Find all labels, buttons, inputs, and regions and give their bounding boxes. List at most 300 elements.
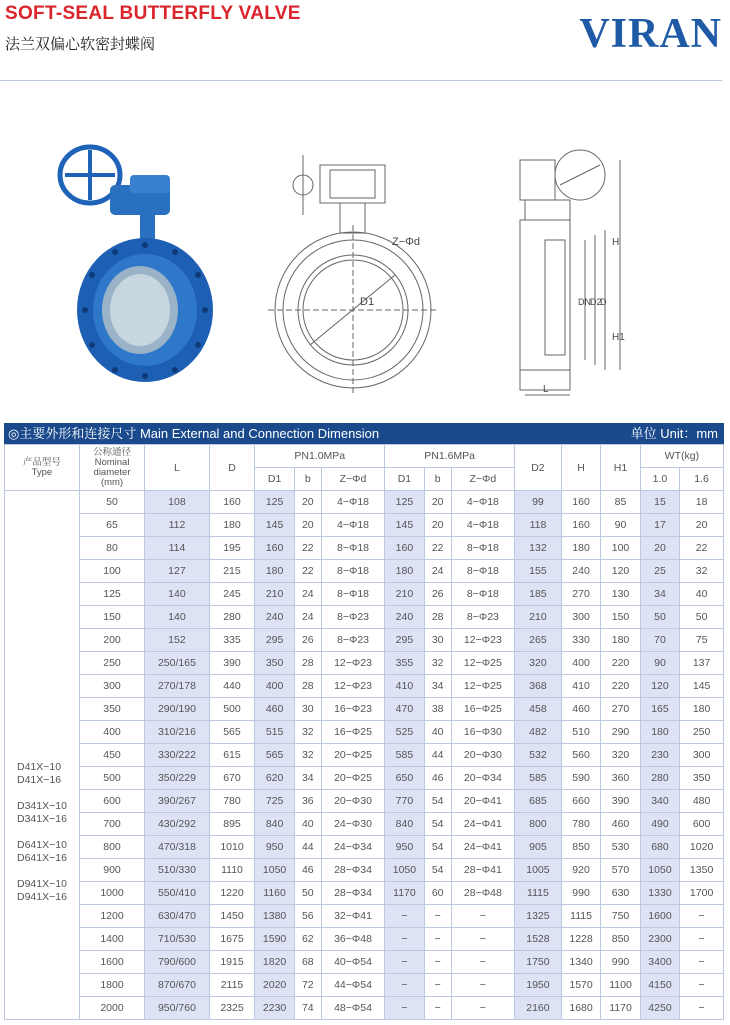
table-cell: 1680 bbox=[561, 997, 600, 1020]
table-cell: 1600 bbox=[79, 951, 144, 974]
table-cell: 8−Φ18 bbox=[451, 537, 514, 560]
table-cell: 1110 bbox=[209, 859, 255, 882]
table-cell: 34 bbox=[294, 767, 321, 790]
table-cell: − bbox=[385, 997, 424, 1020]
table-cell: 160 bbox=[561, 491, 600, 514]
table-cell: 30 bbox=[424, 629, 451, 652]
table-cell: 18 bbox=[680, 491, 724, 514]
table-cell: 54 bbox=[424, 790, 451, 813]
header-d2: D2 bbox=[515, 445, 562, 491]
table-cell: 560 bbox=[561, 744, 600, 767]
table-cell: 32−Φ41 bbox=[321, 905, 384, 928]
header-nominal-cn: 公称通径 bbox=[93, 446, 132, 458]
table-cell: 800 bbox=[79, 836, 144, 859]
table-cell: 17 bbox=[640, 514, 679, 537]
table-cell: 900 bbox=[79, 859, 144, 882]
table-cell: 24−Φ41 bbox=[451, 836, 514, 859]
table-cell: 750 bbox=[601, 905, 640, 928]
table-cell: 16−Φ25 bbox=[451, 698, 514, 721]
table-cell: 140 bbox=[145, 606, 209, 629]
table-cell: 24 bbox=[424, 560, 451, 583]
table-cell: 28 bbox=[294, 652, 321, 675]
table-cell: 40 bbox=[294, 813, 321, 836]
table-cell: − bbox=[451, 974, 514, 997]
table-cell: 180 bbox=[209, 514, 255, 537]
header-nominal-en3: (mm) bbox=[100, 476, 124, 488]
table-cell: 1005 bbox=[515, 859, 562, 882]
table-cell: 44−Φ54 bbox=[321, 974, 384, 997]
table-cell: − bbox=[385, 951, 424, 974]
table-cell: 510/330 bbox=[145, 859, 209, 882]
table-cell: 125 bbox=[255, 491, 294, 514]
table-row bbox=[5, 928, 724, 951]
table-cell: 22 bbox=[680, 537, 724, 560]
table-cell: 630 bbox=[601, 882, 640, 905]
table-cell: 215 bbox=[209, 560, 255, 583]
table-row bbox=[5, 974, 724, 997]
table-cell: 895 bbox=[209, 813, 255, 836]
table-cell: 8−Φ18 bbox=[321, 537, 384, 560]
table-cell: 335 bbox=[209, 629, 255, 652]
table-cell: 310/216 bbox=[145, 721, 209, 744]
table-cell: 20−Φ30 bbox=[321, 790, 384, 813]
table-cell: 22 bbox=[424, 537, 451, 560]
table-cell: 114 bbox=[145, 537, 209, 560]
header-d: D bbox=[209, 445, 255, 491]
table-cell: 26 bbox=[424, 583, 451, 606]
table-cell: 1915 bbox=[209, 951, 255, 974]
table-cell: 16−Φ25 bbox=[321, 721, 384, 744]
header-pn10-zphid: Z−Φd bbox=[321, 468, 384, 491]
table-cell: 280 bbox=[640, 767, 679, 790]
table-row bbox=[5, 859, 724, 882]
table-cell: 20 bbox=[294, 514, 321, 537]
table-cell: − bbox=[680, 997, 724, 1020]
table-heading-bar bbox=[4, 423, 724, 444]
table-cell: 100 bbox=[79, 560, 144, 583]
table-cell: 12−Φ23 bbox=[321, 652, 384, 675]
table-cell: 565 bbox=[255, 744, 294, 767]
table-cell: 430/292 bbox=[145, 813, 209, 836]
header-wt-16: 1.6 bbox=[680, 468, 724, 491]
table-cell: − bbox=[451, 905, 514, 928]
label-zphid: Z−Φd bbox=[392, 236, 421, 248]
header-type-en: Type bbox=[31, 466, 53, 478]
table-row bbox=[5, 491, 724, 514]
table-cell: 400 bbox=[79, 721, 144, 744]
table-cell: 50 bbox=[680, 606, 724, 629]
table-row bbox=[5, 951, 724, 974]
table-cell: 1380 bbox=[255, 905, 294, 928]
table-cell: 565 bbox=[209, 721, 255, 744]
table-cell: 685 bbox=[515, 790, 562, 813]
table-cell: 22 bbox=[294, 537, 321, 560]
table-cell: 240 bbox=[255, 606, 294, 629]
table-cell: 1528 bbox=[515, 928, 562, 951]
table-cell: 1220 bbox=[209, 882, 255, 905]
table-cell: 127 bbox=[145, 560, 209, 583]
table-cell: 99 bbox=[515, 491, 562, 514]
table-cell: 870/670 bbox=[145, 974, 209, 997]
table-cell: 12−Φ25 bbox=[451, 675, 514, 698]
table-cell: 1050 bbox=[385, 859, 424, 882]
table-cell: 482 bbox=[515, 721, 562, 744]
label-d2: D2 bbox=[590, 297, 602, 307]
table-cell: 515 bbox=[255, 721, 294, 744]
table-cell: 270 bbox=[601, 698, 640, 721]
table-cell: 48−Φ54 bbox=[321, 997, 384, 1020]
table-cell: 950 bbox=[385, 836, 424, 859]
table-cell: 75 bbox=[680, 629, 724, 652]
table-cell: 112 bbox=[145, 514, 209, 537]
table-cell: 2325 bbox=[209, 997, 255, 1020]
table-cell: 1450 bbox=[209, 905, 255, 928]
table-cell: 458 bbox=[515, 698, 562, 721]
label-d: D bbox=[600, 297, 607, 307]
table-cell: 62 bbox=[294, 928, 321, 951]
table-cell: 180 bbox=[601, 629, 640, 652]
type-label: D941X−16 bbox=[17, 891, 67, 903]
side-view-drawing bbox=[520, 150, 620, 395]
table-cell: 920 bbox=[561, 859, 600, 882]
table-cell: 16−Φ30 bbox=[451, 721, 514, 744]
table-cell: 1700 bbox=[680, 882, 724, 905]
table-cell: 368 bbox=[515, 675, 562, 698]
table-cell: 1020 bbox=[680, 836, 724, 859]
table-cell: 532 bbox=[515, 744, 562, 767]
table-cell: 12−Φ23 bbox=[451, 629, 514, 652]
type-label: D41X−16 bbox=[17, 774, 62, 786]
table-cell: 220 bbox=[601, 675, 640, 698]
table-cell: 780 bbox=[209, 790, 255, 813]
table-cell: 620 bbox=[255, 767, 294, 790]
table-cell: 1325 bbox=[515, 905, 562, 928]
table-cell: 210 bbox=[385, 583, 424, 606]
table-cell: 150 bbox=[601, 606, 640, 629]
table-cell: 180 bbox=[255, 560, 294, 583]
table-cell: 1800 bbox=[79, 974, 144, 997]
table-cell: 1200 bbox=[79, 905, 144, 928]
table-cell: 300 bbox=[79, 675, 144, 698]
table-cell: 850 bbox=[561, 836, 600, 859]
valve-figures bbox=[0, 130, 730, 410]
table-cell: 4−Φ18 bbox=[451, 514, 514, 537]
table-cell: 1228 bbox=[561, 928, 600, 951]
table-cell: 24 bbox=[294, 583, 321, 606]
table-cell: 200 bbox=[79, 629, 144, 652]
table-cell: 46 bbox=[294, 859, 321, 882]
table-cell: 1115 bbox=[515, 882, 562, 905]
table-cell: 390 bbox=[209, 652, 255, 675]
table-cell: 1340 bbox=[561, 951, 600, 974]
table-row bbox=[5, 905, 724, 928]
table-cell: 210 bbox=[515, 606, 562, 629]
table-cell: 160 bbox=[385, 537, 424, 560]
front-view-drawing bbox=[268, 155, 438, 395]
type-label: D641X−16 bbox=[17, 852, 67, 864]
table-cell: 180 bbox=[561, 537, 600, 560]
table-cell: 500 bbox=[79, 767, 144, 790]
table-cell: − bbox=[680, 974, 724, 997]
table-cell: 270/178 bbox=[145, 675, 209, 698]
table-cell: 905 bbox=[515, 836, 562, 859]
table-cell: 120 bbox=[601, 560, 640, 583]
table-cell: 8−Φ23 bbox=[321, 629, 384, 652]
table-cell: 350/229 bbox=[145, 767, 209, 790]
table-cell: 108 bbox=[145, 491, 209, 514]
table-cell: 54 bbox=[424, 836, 451, 859]
table-cell: 490 bbox=[640, 813, 679, 836]
table-cell: 65 bbox=[79, 514, 144, 537]
table-cell: − bbox=[424, 928, 451, 951]
table-cell: 360 bbox=[601, 767, 640, 790]
table-cell: 850 bbox=[601, 928, 640, 951]
table-cell: 137 bbox=[680, 652, 724, 675]
table-cell: 4−Φ18 bbox=[451, 491, 514, 514]
table-cell: 4250 bbox=[640, 997, 679, 1020]
header-pn16: PN1.6MPa bbox=[385, 445, 515, 468]
table-cell: 250/165 bbox=[145, 652, 209, 675]
table-cell: 28 bbox=[424, 606, 451, 629]
table-cell: 50 bbox=[640, 606, 679, 629]
table-cell: 8−Φ23 bbox=[451, 606, 514, 629]
table-cell: 8−Φ18 bbox=[451, 583, 514, 606]
table-cell: − bbox=[451, 997, 514, 1020]
table-cell: 1330 bbox=[640, 882, 679, 905]
table-cell: 74 bbox=[294, 997, 321, 1020]
table-cell: 2020 bbox=[255, 974, 294, 997]
table-cell: 460 bbox=[601, 813, 640, 836]
table-cell: 28 bbox=[294, 675, 321, 698]
table-cell: 460 bbox=[561, 698, 600, 721]
table-row bbox=[5, 698, 724, 721]
header-type-cn: 产品型号 bbox=[22, 456, 61, 468]
table-row bbox=[5, 744, 724, 767]
type-label: D341X−10 bbox=[17, 800, 67, 812]
table-cell: 270 bbox=[561, 583, 600, 606]
table-cell: 54 bbox=[424, 813, 451, 836]
table-cell: 160 bbox=[561, 514, 600, 537]
unit-label: 单位 Unit：mm bbox=[630, 426, 718, 441]
table-cell: 12−Φ25 bbox=[451, 652, 514, 675]
table-cell: 28−Φ48 bbox=[451, 882, 514, 905]
table-cell: 320 bbox=[515, 652, 562, 675]
table-cell: 210 bbox=[255, 583, 294, 606]
header-h: H bbox=[561, 445, 600, 491]
table-cell: 1100 bbox=[601, 974, 640, 997]
label-dn: DN bbox=[578, 297, 591, 307]
table-cell: 1115 bbox=[561, 905, 600, 928]
table-cell: 990 bbox=[561, 882, 600, 905]
table-cell: 390/267 bbox=[145, 790, 209, 813]
header-pn16-d1: D1 bbox=[385, 468, 424, 491]
table-cell: 1590 bbox=[255, 928, 294, 951]
table-cell: 20 bbox=[640, 537, 679, 560]
header-pn16-b: b bbox=[424, 468, 451, 491]
type-group bbox=[17, 761, 79, 787]
label-h: H bbox=[612, 237, 620, 248]
table-cell: 2000 bbox=[79, 997, 144, 1020]
table-cell: 350 bbox=[255, 652, 294, 675]
table-cell: 1675 bbox=[209, 928, 255, 951]
table-cell: 44 bbox=[424, 744, 451, 767]
table-cell: 700 bbox=[79, 813, 144, 836]
table-cell: 20 bbox=[294, 491, 321, 514]
table-cell: 3400 bbox=[640, 951, 679, 974]
table-cell: 800 bbox=[515, 813, 562, 836]
table-cell: 40 bbox=[680, 583, 724, 606]
table-row bbox=[5, 629, 724, 652]
table-cell: 4−Φ18 bbox=[321, 514, 384, 537]
header-pn10: PN1.0MPa bbox=[255, 445, 385, 468]
table-cell: 8−Φ18 bbox=[451, 560, 514, 583]
table-cell: 1350 bbox=[680, 859, 724, 882]
table-row bbox=[5, 652, 724, 675]
table-row bbox=[5, 767, 724, 790]
table-cell: 130 bbox=[601, 583, 640, 606]
table-cell: 630/470 bbox=[145, 905, 209, 928]
table-cell: 350 bbox=[680, 767, 724, 790]
type-group bbox=[17, 800, 79, 826]
table-cell: 330 bbox=[561, 629, 600, 652]
table-cell: 330/222 bbox=[145, 744, 209, 767]
table-cell: 20−Φ34 bbox=[451, 767, 514, 790]
table-cell: 1010 bbox=[209, 836, 255, 859]
type-spacer bbox=[17, 593, 79, 748]
table-cell: 72 bbox=[294, 974, 321, 997]
table-cell: 24 bbox=[294, 606, 321, 629]
table-row bbox=[5, 836, 724, 859]
table-cell: 155 bbox=[515, 560, 562, 583]
table-cell: 4−Φ18 bbox=[321, 491, 384, 514]
table-heading: ◎主要外形和连接尺寸 Main External and Connection Dimension bbox=[8, 426, 380, 441]
table-cell: 30 bbox=[294, 698, 321, 721]
table-cell: 46 bbox=[424, 767, 451, 790]
table-cell: 280 bbox=[209, 606, 255, 629]
table-cell: − bbox=[424, 974, 451, 997]
table-cell: 295 bbox=[255, 629, 294, 652]
table-cell: 20−Φ25 bbox=[321, 744, 384, 767]
table-cell: 145 bbox=[680, 675, 724, 698]
table-cell: 54 bbox=[424, 859, 451, 882]
table-cell: 180 bbox=[385, 560, 424, 583]
table-cell: 32 bbox=[424, 652, 451, 675]
valve-photo bbox=[60, 147, 213, 382]
table-cell: 56 bbox=[294, 905, 321, 928]
type-group bbox=[17, 878, 79, 904]
table-cell: 250 bbox=[680, 721, 724, 744]
table-cell: 350 bbox=[79, 698, 144, 721]
table-cell: 585 bbox=[385, 744, 424, 767]
table-cell: 2160 bbox=[515, 997, 562, 1020]
table-cell: 550/410 bbox=[145, 882, 209, 905]
table-row bbox=[5, 790, 724, 813]
table-cell: 22 bbox=[294, 560, 321, 583]
table-cell: 1050 bbox=[640, 859, 679, 882]
header-nominal bbox=[79, 445, 144, 491]
table-cell: 165 bbox=[640, 698, 679, 721]
table-cell: − bbox=[424, 951, 451, 974]
table-cell: 20−Φ25 bbox=[321, 767, 384, 790]
table-cell: 20−Φ30 bbox=[451, 744, 514, 767]
table-cell: 410 bbox=[385, 675, 424, 698]
table-cell: 355 bbox=[385, 652, 424, 675]
header-pn10-b: b bbox=[294, 468, 321, 491]
table-cell: 24−Φ30 bbox=[321, 813, 384, 836]
table-cell: 470/318 bbox=[145, 836, 209, 859]
table-cell: 32 bbox=[680, 560, 724, 583]
header-wt: WT(kg) bbox=[640, 445, 723, 468]
table-cell: 24−Φ41 bbox=[451, 813, 514, 836]
table-cell: 34 bbox=[640, 583, 679, 606]
table-cell: 600 bbox=[79, 790, 144, 813]
table-row bbox=[5, 675, 724, 698]
table-cell: 40 bbox=[424, 721, 451, 744]
title-english: SOFT-SEAL BUTTERFLY VALVE bbox=[5, 3, 301, 24]
table-cell: 1160 bbox=[255, 882, 294, 905]
table-row bbox=[5, 997, 724, 1020]
table-cell: 44 bbox=[294, 836, 321, 859]
table-cell: 28−Φ34 bbox=[321, 882, 384, 905]
table-cell: 295 bbox=[385, 629, 424, 652]
table-row bbox=[5, 537, 724, 560]
label-d1: D1 bbox=[360, 296, 375, 308]
table-cell: 1170 bbox=[385, 882, 424, 905]
table-row bbox=[5, 583, 724, 606]
label-l: L bbox=[543, 384, 549, 395]
table-cell: 710/530 bbox=[145, 928, 209, 951]
type-group bbox=[17, 839, 79, 865]
header-h1: H1 bbox=[601, 445, 640, 491]
table-cell: 90 bbox=[640, 652, 679, 675]
table-cell: 36−Φ48 bbox=[321, 928, 384, 951]
label-h1: H1 bbox=[612, 332, 625, 343]
table-cell: 160 bbox=[255, 537, 294, 560]
table-cell: − bbox=[424, 905, 451, 928]
table-cell: 180 bbox=[680, 698, 724, 721]
table-cell: 1950 bbox=[515, 974, 562, 997]
table-cell: 300 bbox=[561, 606, 600, 629]
table-cell: 40−Φ54 bbox=[321, 951, 384, 974]
table-cell: 24−Φ34 bbox=[321, 836, 384, 859]
table-cell: 20 bbox=[680, 514, 724, 537]
table-cell: 4150 bbox=[640, 974, 679, 997]
table-cell: 28−Φ41 bbox=[451, 859, 514, 882]
table-cell: 1750 bbox=[515, 951, 562, 974]
table-cell: 790/600 bbox=[145, 951, 209, 974]
table-cell: 450 bbox=[79, 744, 144, 767]
table-cell: 510 bbox=[561, 721, 600, 744]
title-chinese: 法兰双偏心软密封蝶阀 bbox=[5, 35, 156, 53]
table-cell: 180 bbox=[640, 721, 679, 744]
table-cell: 480 bbox=[680, 790, 724, 813]
table-cell: 230 bbox=[640, 744, 679, 767]
table-cell: 1170 bbox=[601, 997, 640, 1020]
table-cell: 460 bbox=[255, 698, 294, 721]
table-cell: 340 bbox=[640, 790, 679, 813]
table-cell: 240 bbox=[561, 560, 600, 583]
table-cell: 300 bbox=[680, 744, 724, 767]
table-cell: 36 bbox=[294, 790, 321, 813]
table-cell: 20 bbox=[424, 514, 451, 537]
table-cell: 125 bbox=[79, 583, 144, 606]
table-cell: 85 bbox=[601, 491, 640, 514]
table-cell: 25 bbox=[640, 560, 679, 583]
table-cell: 20 bbox=[424, 491, 451, 514]
table-cell: 320 bbox=[601, 744, 640, 767]
table-cell: 780 bbox=[561, 813, 600, 836]
table-row bbox=[5, 560, 724, 583]
